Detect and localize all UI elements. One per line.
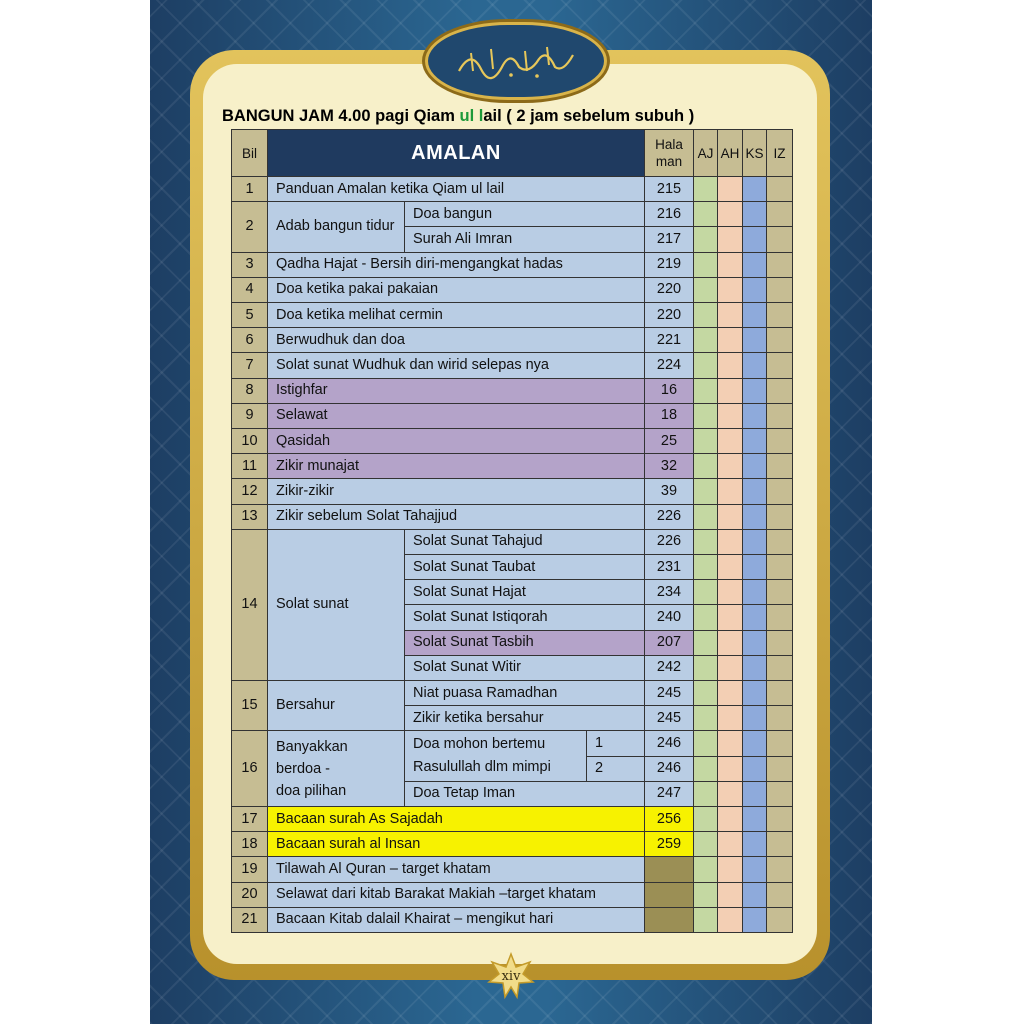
row-subitem: Solat Sunat Taubat (404, 554, 645, 580)
halaman-header-line1: Hala (655, 137, 683, 152)
ah-checkbox (717, 680, 743, 706)
ah-checkbox (717, 226, 743, 252)
ah-checkbox (717, 327, 743, 353)
iz-checkbox (766, 478, 793, 504)
halaman-header (644, 129, 694, 177)
page-title: BANGUN JAM 4.00 pagi Qiam ul lail ( 2 jam sebelum subuh ) (222, 107, 695, 125)
ks-checkbox (742, 730, 767, 756)
ks-checkbox (742, 554, 767, 580)
aj-header: AJ (693, 129, 718, 177)
row-subitem: Solat Sunat Witir (404, 655, 645, 681)
aj-checkbox (693, 554, 718, 580)
row-page: 217 (644, 226, 694, 252)
aj-checkbox (693, 630, 718, 656)
aj-checkbox (693, 327, 718, 353)
row-number: 10 (231, 428, 268, 454)
ks-checkbox (742, 252, 767, 278)
ah-checkbox (717, 378, 743, 404)
row-number: 5 (231, 302, 268, 328)
aj-checkbox (693, 579, 718, 605)
ah-checkbox (717, 705, 743, 731)
row-group-label (267, 730, 405, 807)
row-number: 4 (231, 277, 268, 303)
row-subitem: Doa bangun (404, 201, 645, 227)
row-text: Zikir munajat (267, 453, 645, 479)
row-number: 9 (231, 403, 268, 429)
row-page: 219 (644, 252, 694, 278)
iz-checkbox (766, 604, 793, 630)
aj-checkbox (693, 529, 718, 555)
row-number: 16 (231, 730, 268, 807)
ks-checkbox (742, 579, 767, 605)
row-text: Zikir sebelum Solat Tahajjud (267, 504, 645, 530)
row-text: Qasidah (267, 428, 645, 454)
ks-checkbox (742, 201, 767, 227)
ks-checkbox (742, 781, 767, 807)
ah-checkbox (717, 428, 743, 454)
ah-checkbox (717, 453, 743, 479)
row-page: 215 (644, 176, 694, 202)
iz-checkbox (766, 403, 793, 429)
row-page: 18 (644, 403, 694, 429)
ks-checkbox (742, 478, 767, 504)
row-page: 221 (644, 327, 694, 353)
ah-checkbox (717, 630, 743, 656)
row-number: 15 (231, 680, 268, 731)
ah-checkbox (717, 655, 743, 681)
row-text: Bacaan Kitab dalail Khairat – mengikut hari (267, 907, 645, 933)
row-subitem (404, 730, 587, 781)
iz-checkbox (766, 453, 793, 479)
row-number: 13 (231, 504, 268, 530)
ah-checkbox (717, 554, 743, 580)
row-page: 220 (644, 277, 694, 303)
row-number: 2 (231, 201, 268, 252)
iz-checkbox (766, 705, 793, 731)
row-subitem: Zikir ketika bersahur (404, 705, 645, 731)
aj-checkbox (693, 882, 718, 908)
aj-checkbox (693, 831, 718, 857)
aj-checkbox (693, 453, 718, 479)
row-text: Zikir-zikir (267, 478, 645, 504)
row-part-number: 1 (586, 730, 645, 756)
row-text: Selawat dari kitab Barakat Makiah –target khatam (267, 882, 645, 908)
ks-checkbox (742, 504, 767, 530)
ah-checkbox (717, 781, 743, 807)
ks-checkbox (742, 529, 767, 555)
iz-checkbox (766, 781, 793, 807)
iz-checkbox (766, 302, 793, 328)
row-number: 20 (231, 882, 268, 908)
aj-checkbox (693, 378, 718, 404)
aj-checkbox (693, 604, 718, 630)
row-text: Selawat (267, 403, 645, 429)
iz-checkbox (766, 806, 793, 832)
row-page: 224 (644, 352, 694, 378)
aj-checkbox (693, 352, 718, 378)
ks-checkbox (742, 327, 767, 353)
row-number: 21 (231, 907, 268, 933)
row-subitem: Niat puasa Ramadhan (404, 680, 645, 706)
row-page: 226 (644, 504, 694, 530)
aj-checkbox (693, 201, 718, 227)
ks-checkbox (742, 403, 767, 429)
row-page: 39 (644, 478, 694, 504)
ah-checkbox (717, 856, 743, 882)
iz-checkbox (766, 554, 793, 580)
ah-checkbox (717, 478, 743, 504)
ks-checkbox (742, 756, 767, 782)
iz-checkbox (766, 882, 793, 908)
row-page: 242 (644, 655, 694, 681)
row-number: 8 (231, 378, 268, 404)
ks-checkbox (742, 856, 767, 882)
ah-checkbox (717, 604, 743, 630)
ah-checkbox (717, 403, 743, 429)
ks-checkbox (742, 806, 767, 832)
ks-checkbox (742, 630, 767, 656)
iz-checkbox (766, 529, 793, 555)
row-subitem: Solat Sunat Istiqorah (404, 604, 645, 630)
row-subitem: Solat Sunat Tasbih (404, 630, 645, 656)
halaman-header-line2: man (655, 154, 683, 169)
iz-checkbox (766, 730, 793, 756)
ah-checkbox (717, 579, 743, 605)
aj-checkbox (693, 428, 718, 454)
ah-checkbox (717, 252, 743, 278)
row-number: 3 (231, 252, 268, 278)
row-page: 220 (644, 302, 694, 328)
ks-checkbox (742, 277, 767, 303)
row-text: Berwudhuk dan doa (267, 327, 645, 353)
ks-checkbox (742, 176, 767, 202)
ah-checkbox (717, 302, 743, 328)
ks-checkbox (742, 680, 767, 706)
ks-checkbox (742, 882, 767, 908)
ah-checkbox (717, 831, 743, 857)
row-text: Panduan Amalan ketika Qiam ul lail (267, 176, 645, 202)
ah-checkbox (717, 201, 743, 227)
ks-checkbox (742, 302, 767, 328)
row-group-line: berdoa - (276, 760, 331, 777)
ah-checkbox (717, 756, 743, 782)
row-number: 11 (231, 453, 268, 479)
row-part-number: 2 (586, 756, 645, 782)
row-group-label: Bersahur (267, 680, 405, 731)
aj-checkbox (693, 806, 718, 832)
row-page: 32 (644, 453, 694, 479)
ks-checkbox (742, 831, 767, 857)
iz-checkbox (766, 327, 793, 353)
iz-checkbox (766, 378, 793, 404)
ks-checkbox (742, 655, 767, 681)
row-page: 245 (644, 705, 694, 731)
row-page: 234 (644, 579, 694, 605)
iz-header: IZ (766, 129, 793, 177)
iz-checkbox (766, 504, 793, 530)
amalan-header: AMALAN (267, 129, 645, 177)
aj-checkbox (693, 907, 718, 933)
iz-checkbox (766, 655, 793, 681)
page-number: xiv (501, 968, 521, 984)
row-page: 246 (644, 756, 694, 782)
iz-checkbox (766, 252, 793, 278)
row-number: 6 (231, 327, 268, 353)
aj-checkbox (693, 176, 718, 202)
row-page: 226 (644, 529, 694, 555)
ks-checkbox (742, 428, 767, 454)
row-page (644, 856, 694, 882)
iz-checkbox (766, 428, 793, 454)
ks-checkbox (742, 705, 767, 731)
row-subitem: Solat Sunat Hajat (404, 579, 645, 605)
row-subitem: Solat Sunat Tahajud (404, 529, 645, 555)
ah-header: AH (717, 129, 743, 177)
row-number: 7 (231, 352, 268, 378)
aj-checkbox (693, 730, 718, 756)
row-number: 17 (231, 806, 268, 832)
row-text: Istighfar (267, 378, 645, 404)
ah-checkbox (717, 352, 743, 378)
iz-checkbox (766, 630, 793, 656)
aj-checkbox (693, 655, 718, 681)
row-page: 231 (644, 554, 694, 580)
row-page: 246 (644, 730, 694, 756)
row-number: 19 (231, 856, 268, 882)
iz-checkbox (766, 907, 793, 933)
iz-checkbox (766, 201, 793, 227)
row-number: 18 (231, 831, 268, 857)
iz-checkbox (766, 226, 793, 252)
aj-checkbox (693, 705, 718, 731)
ah-checkbox (717, 730, 743, 756)
row-subitem: Doa Tetap Iman (404, 781, 645, 807)
aj-checkbox (693, 277, 718, 303)
iz-checkbox (766, 176, 793, 202)
ks-checkbox (742, 604, 767, 630)
row-number: 1 (231, 176, 268, 202)
row-text: Bacaan surah al Insan (267, 831, 645, 857)
row-page: 247 (644, 781, 694, 807)
row-page: 25 (644, 428, 694, 454)
ah-checkbox (717, 882, 743, 908)
row-text: Doa ketika pakai pakaian (267, 277, 645, 303)
aj-checkbox (693, 856, 718, 882)
row-text: Solat sunat Wudhuk dan wirid selepas nya (267, 352, 645, 378)
row-number: 14 (231, 529, 268, 681)
aj-checkbox (693, 680, 718, 706)
aj-checkbox (693, 226, 718, 252)
ks-header: KS (742, 129, 767, 177)
row-group-line: doa pilihan (276, 782, 347, 799)
ks-checkbox (742, 378, 767, 404)
row-page: 216 (644, 201, 694, 227)
row-text: Bacaan surah As Sajadah (267, 806, 645, 832)
row-subitem-line: Doa mohon bertemu (413, 736, 546, 753)
ks-checkbox (742, 226, 767, 252)
row-page (644, 882, 694, 908)
ah-checkbox (717, 806, 743, 832)
aj-checkbox (693, 478, 718, 504)
row-subitem: Surah Ali Imran (404, 226, 645, 252)
aj-checkbox (693, 403, 718, 429)
row-page (644, 907, 694, 933)
ah-checkbox (717, 504, 743, 530)
iz-checkbox (766, 831, 793, 857)
iz-checkbox (766, 579, 793, 605)
ah-checkbox (717, 277, 743, 303)
ks-checkbox (742, 907, 767, 933)
row-page: 245 (644, 680, 694, 706)
row-subitem-line: Rasulullah dlm mimpi (413, 759, 551, 776)
row-group-label: Solat sunat (267, 529, 405, 681)
ah-checkbox (717, 176, 743, 202)
bil-header: Bil (231, 129, 268, 177)
row-text: Qadha Hajat - Bersih diri-mengangkat hadas (267, 252, 645, 278)
row-group-label: Adab bangun tidur (267, 201, 405, 252)
aj-checkbox (693, 781, 718, 807)
row-page: 207 (644, 630, 694, 656)
iz-checkbox (766, 277, 793, 303)
row-number: 12 (231, 478, 268, 504)
row-group-line: Banyakkan (276, 738, 348, 755)
row-text: Tilawah Al Quran – target khatam (267, 856, 645, 882)
iz-checkbox (766, 352, 793, 378)
page-number-badge (487, 952, 535, 1000)
iz-checkbox (766, 680, 793, 706)
iz-checkbox (766, 856, 793, 882)
row-page: 240 (644, 604, 694, 630)
aj-checkbox (693, 252, 718, 278)
row-page: 16 (644, 378, 694, 404)
row-text: Doa ketika melihat cermin (267, 302, 645, 328)
aj-checkbox (693, 756, 718, 782)
row-page: 256 (644, 806, 694, 832)
ah-checkbox (717, 529, 743, 555)
ks-checkbox (742, 352, 767, 378)
aj-checkbox (693, 302, 718, 328)
ah-checkbox (717, 907, 743, 933)
row-page: 259 (644, 831, 694, 857)
iz-checkbox (766, 756, 793, 782)
ks-checkbox (742, 453, 767, 479)
aj-checkbox (693, 504, 718, 530)
